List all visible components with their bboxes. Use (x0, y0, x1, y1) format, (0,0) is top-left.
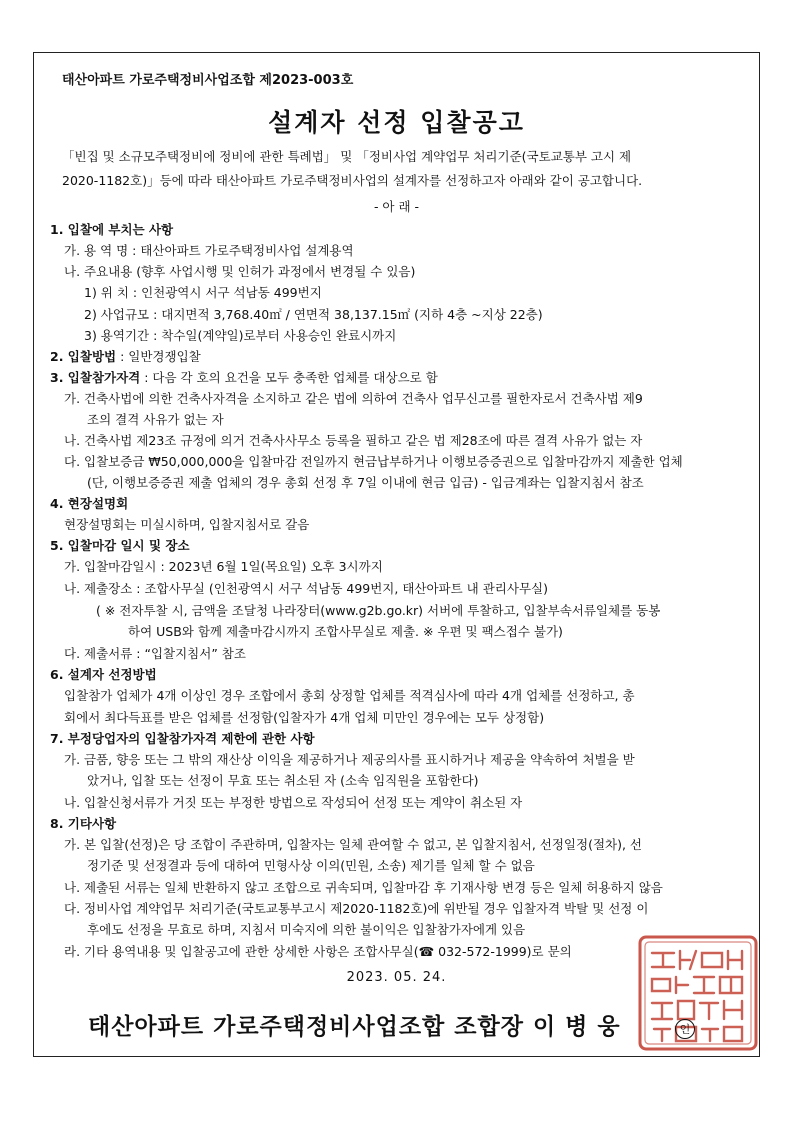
page-title: 설계자 선정 입찰공고 (268, 108, 525, 137)
section-3-item-da-line-2: (단, 이행보증증권 제출 업체의 경우 총회 선정 후 7일 이내에 현금 입금) - 입금계좌는 입찰지침서 참조 (87, 475, 644, 490)
section-8-item-da-line-1: 다. 정비사업 계약업무 처리기준(국토교통부고시 제2020-1182호)에 위반될 경우 입찰자격 박탈 및 선정 이 (64, 901, 649, 916)
section-3 (50, 368, 438, 386)
section-2-text: : 일반경쟁입찰 (116, 349, 201, 364)
notice-date: 2023. 05. 24. (346, 970, 447, 985)
section-8-heading: 8. 기타사항 (50, 816, 117, 831)
section-7-item-na: 나. 입찰신청서류가 거짓 또는 부정한 방법으로 작성되어 선정 또는 계약이 취소된 자 (64, 795, 523, 810)
section-2-heading: 2. 입찰방법 (50, 349, 117, 364)
section-8-item-da-line-2: 후에도 선정을 무효로 하며, 지침서 미숙지에 의한 불이익은 입찰참가자에게 있음 (87, 922, 526, 937)
section-1-heading: 1. 입찰에 부치는 사항 (50, 222, 174, 237)
section-4-heading: 4. 현장설명회 (50, 496, 129, 511)
section-1-sub-1: 1) 위 치 : 인천광역시 서구 석남동 499번지 (84, 285, 322, 300)
section-1-item-na: 나. 주요내용 (향후 사업시행 및 인허가 과정에서 변경될 수 있음) (64, 264, 416, 279)
section-3-text: : 다음 각 호의 요건을 모두 충족한 업체를 대상으로 함 (140, 370, 438, 385)
intro-line-2: 2020-1182호)」등에 따라 태산아파트 가로주택정비사업의 설계자를 선정하고자 아래와 같이 공고합니다. (62, 173, 643, 188)
section-3-item-da-line-1: 다. 입찰보증금 ₩50,000,000을 입찰마감 전일까지 현금납부하거나 이행보증증권으로 입찰마감까지 제출한 업체 (64, 454, 683, 469)
section-8-item-ra: 라. 기타 용역내용 및 입찰공고에 관한 상세한 사항은 조합사무실(☎ 032-572-1999)로 문의 (64, 944, 572, 959)
section-3-item-ga-line-1: 가. 건축사법에 의한 건축사자격을 소지하고 같은 법에 의하여 건축사 업무신고를 필한자로서 건축사법 제9 (64, 391, 643, 406)
section-6-line-1: 입찰참가 업체가 4개 이상인 경우 조합에서 총회 상정할 업체를 적격심사에 따라 4개 업체를 선정하고, 총 (64, 688, 635, 703)
section-1-sub-3: 3) 용역기간 : 착수일(계약일)로부터 사용승인 완료시까지 (84, 328, 397, 343)
official-seal-stamp (636, 933, 760, 1053)
section-3-item-na: 나. 건축사법 제23조 규정에 의거 건축사사무소 등록을 필하고 같은 법 제28조에 따른 결격 사유가 없는 자 (64, 433, 643, 448)
section-5-heading: 5. 입찰마감 일시 및 장소 (50, 538, 190, 553)
section-8-item-na: 나. 제출된 서류는 일체 반환하지 않고 조합으로 귀속되며, 입찰마감 후 기재사항 변경 등은 일체 허용하지 않음 (64, 880, 663, 895)
below-marker: - 아 래 - (373, 199, 420, 214)
section-6-heading: 6. 설계자 선정방법 (50, 667, 157, 682)
section-5-note-line-1: ( ※ 전자투찰 시, 금액을 조달청 나라장터(www.g2b.go.kr) 서버에 투찰하고, 입찰부속서류일체를 동봉 (96, 603, 661, 618)
section-3-heading: 3. 입찰참가자격 (50, 370, 141, 385)
section-7-heading: 7. 부정당업자의 입찰참가자격 제한에 관한 사항 (50, 731, 315, 746)
intro-line-1: 「빈집 및 소규모주택정비에 정비에 관한 특례법」 및 「정비사업 계약업무 처리기준(국토교통부 고시 제 (62, 149, 632, 164)
section-7-item-ga-line-2: 았거나, 입찰 또는 선정이 무효 또는 취소된 자 (소속 임직원을 포함한다) (87, 773, 479, 788)
section-8-item-ga-line-2: 정기준 및 선정결과 등에 대하여 민형사상 이의(민원, 소송) 제기를 일체 할 수 없음 (87, 858, 535, 873)
section-6-line-2: 회에서 최다득표를 받은 업체를 선정함(입찰자가 4개 업체 미만인 경우에는 모두 상정함) (64, 710, 545, 725)
section-3-item-ga-line-2: 조의 결격 사유가 없는 자 (87, 412, 224, 427)
section-1-item-ga: 가. 용 역 명 : 태산아파트 가로주택정비사업 설계용역 (64, 243, 354, 258)
document-number: 태산아파트 가로주택정비사업조합 제2023-003호 (62, 73, 354, 88)
section-1-sub-2: 2) 사업규모 : 대지면적 3,768.40㎡ / 연면적 38,137.15㎡ (지하 4층 ~지상 22층) (84, 307, 543, 322)
section-5-item-na: 나. 제출장소 : 조합사무실 (인천광역시 서구 석남동 499번지, 태산아파트 내 관리사무실) (64, 581, 548, 596)
section-7-item-ga-line-1: 가. 금품, 향응 또는 그 밖의 재산상 이익을 제공하거나 제공의사를 표시하거나 제공을 약속하여 처벌을 받 (64, 752, 635, 767)
section-8-item-ga-line-1: 가. 본 입찰(선정)은 당 조합이 주관하며, 입찰자는 일체 관여할 수 없고, 본 입찰지침서, 선정일정(절차), 선 (64, 837, 643, 852)
seal-mark: 인 (675, 1019, 695, 1039)
section-4-text: 현장설명회는 미실시하며, 입찰지침서로 갈음 (64, 517, 310, 532)
section-5-item-ga: 가. 입찰마감일시 : 2023년 6월 1일(목요일) 오후 3시까지 (64, 559, 383, 574)
section-5-note-line-2: 하여 USB와 함께 제출마감시까지 조합사무실로 제출. ※ 우편 및 팩스접수 불가) (128, 624, 563, 639)
signatory-name: 태산아파트 가로주택정비사업조합 조합장 이 병 웅 (88, 1014, 621, 1040)
section-2 (50, 347, 201, 365)
section-5-item-da: 다. 제출서류 : “입찰지침서” 참조 (64, 646, 246, 661)
